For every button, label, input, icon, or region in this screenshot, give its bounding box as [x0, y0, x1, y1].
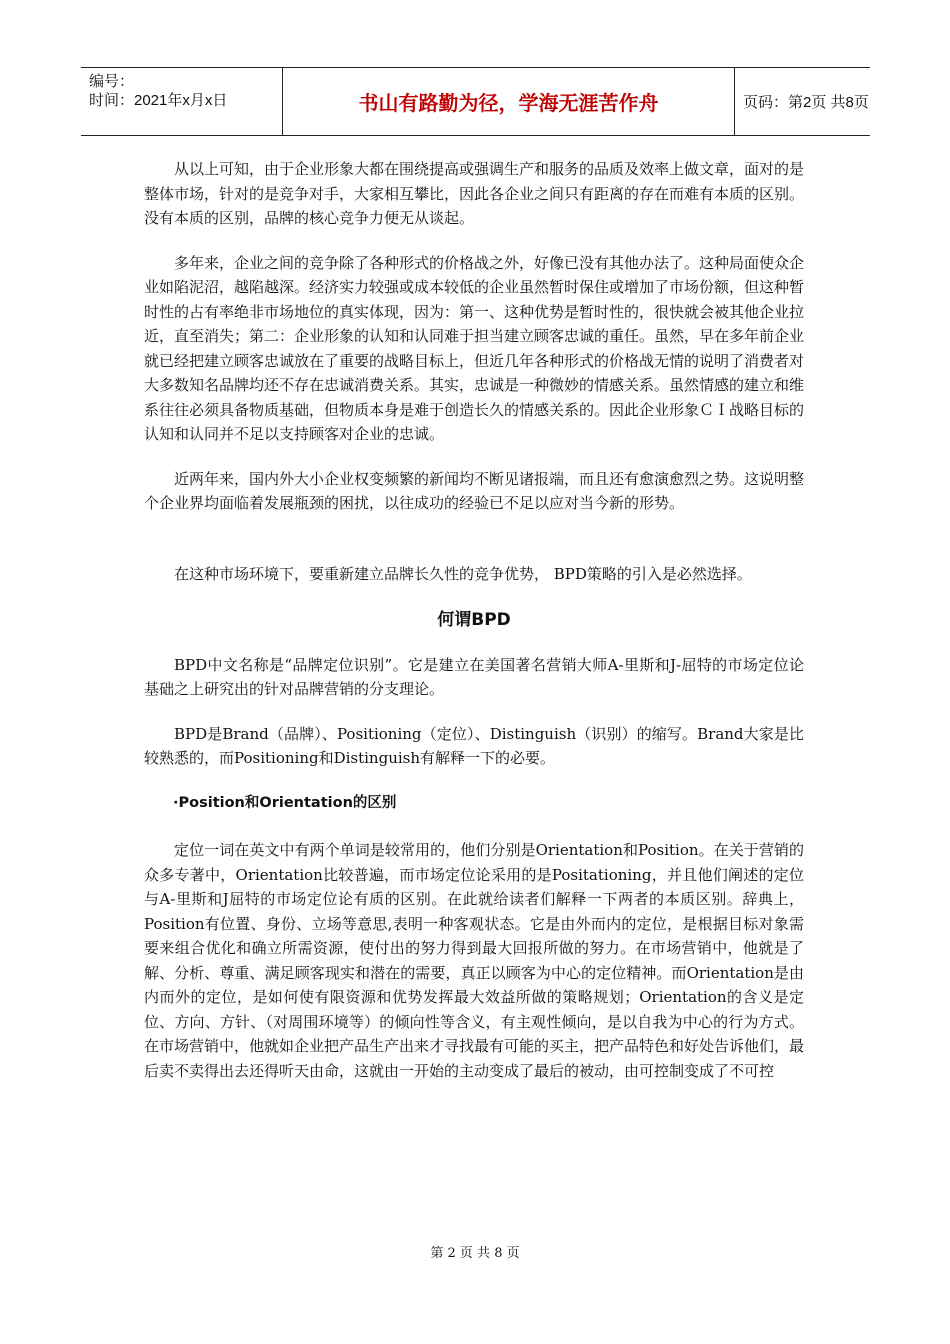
page-footer: 第 2 页 共 8 页	[430, 1246, 520, 1261]
subsection-heading: ·Position和Orientation的区别	[173, 794, 397, 811]
paragraph-6: BPD是Brand（品牌）、Positioning（定位）、Distinguish（识别）的缩写。Brand大家是比较熟悉的，而Positioning和Distinguish有解释一下的必要。	[144, 724, 804, 767]
paragraph-5: BPD中文名称是“品牌定位识别”。它是建立在美国著名营销大师A-里斯和J-屈特的市场定位论基础之上研究出的针对品牌营销的分支理论。	[144, 655, 804, 698]
paragraph-2: 多年来，企业之间的竞争除了各种形式的价格战之外，好像已没有其他办法了。这种局面使众企业如陷泥沼，越陷越深。经济实力较强或成本较低的企业虽然暂时保住或增加了市场份额，但这种暂时性的占有率绝非市场地位的真实体现，因为：第一、这种优势是暂时性的，很快就会被其他企业拉近，直至消失；第二：企业形象的认知和认同难于担当建立顾客忠诚的重任。虽然，早在多年前企业就已经把建立顾客忠诚放在了重要的战略目标上，但近几年各种形式的价格战无情的说明了消费者对大多数知名品牌均还不存在忠诚消费关系。其实，忠诚是一种微妙的情感关系。虽然情感的建立和维系往往必须具备物质基础，但物质本身是难于创造长久的情感关系的。因此企业形象ＣＩ战略目标的认知和认同并不足以支持顾客对企业的忠诚。	[144, 253, 805, 443]
serial-label: 编号：	[89, 73, 135, 90]
header-motto-cell	[283, 68, 735, 135]
section-title: 何谓BPD	[437, 610, 511, 630]
paragraph-4: 在这种市场环境下，要重新建立品牌长久性的竞争优势， BPD策略的引入是必然选择。	[174, 564, 752, 583]
paragraph-3: 近两年来，国内外大小企业权变频繁的新闻均不断见诸报端，而且还有愈演愈烈之势。这说明整个企业界均面临着发展瓶颈的困扰，以往成功的经验已不足以应对当今新的形势。	[144, 469, 805, 512]
header-page-cell	[735, 68, 870, 135]
document-body	[144, 157, 804, 1083]
paragraph-7: 定位一词在英文中有两个单词是较常用的，他们分别是Orientation和Position。在关于营销的众多专著中，Orientation比较普遍，而市场定位论采用的是Positationing，并且他们阐述的定位与A-里斯和J屈特的市场定位论有质的区别。在此就给读者们解释一下两者的本质区别。辞典上，Position有位置、身份、立场等意思,表明一种客观状态。它是由外而内的定位，是根据目标对象需要来组合优化和确立所需资源，使付出的努力得到最大回报所做的努力。在市场营销中，他就是了解、分析、尊重、满足顾客现实和潜在的需要，真正以顾客为中心的定位精神。而Orientation是由内而外的定位，是如何使有限资源和优势发挥最大效益所做的策略规划；Orientation的含义是定位、方向、方针、（对周围环境等）的倾向性等含义，有主观性倾向，是以自我为中心的行为方式。在市场营销中，他就如企业把产品生产出来才寻找最有可能的买主，把产品特色和好处告诉他们，最后卖不卖得出去还得听天由命，这就由一开始的主动变成了最后的被动，由可控制变成了不可控	[144, 841, 805, 1080]
time-label: 时间：2021年x月x日	[89, 92, 228, 109]
header-meta	[81, 68, 283, 135]
paragraph-1: 从以上可知，由于企业形象大都在围绕提高或强调生产和服务的品质及效率上做文章，面对的是整体市场，针对的是竞争对手，大家相互攀比，因此各企业之间只有距离的存在而难有本质的区别。没有本质的区别，品牌的核心竞争力便无从谈起。	[144, 160, 805, 227]
header-page-label: 页码：第2页 共8页	[743, 94, 869, 111]
page-header	[81, 67, 870, 136]
header-motto: 书山有路勤为径，学海无涯苦作舟	[358, 91, 659, 115]
